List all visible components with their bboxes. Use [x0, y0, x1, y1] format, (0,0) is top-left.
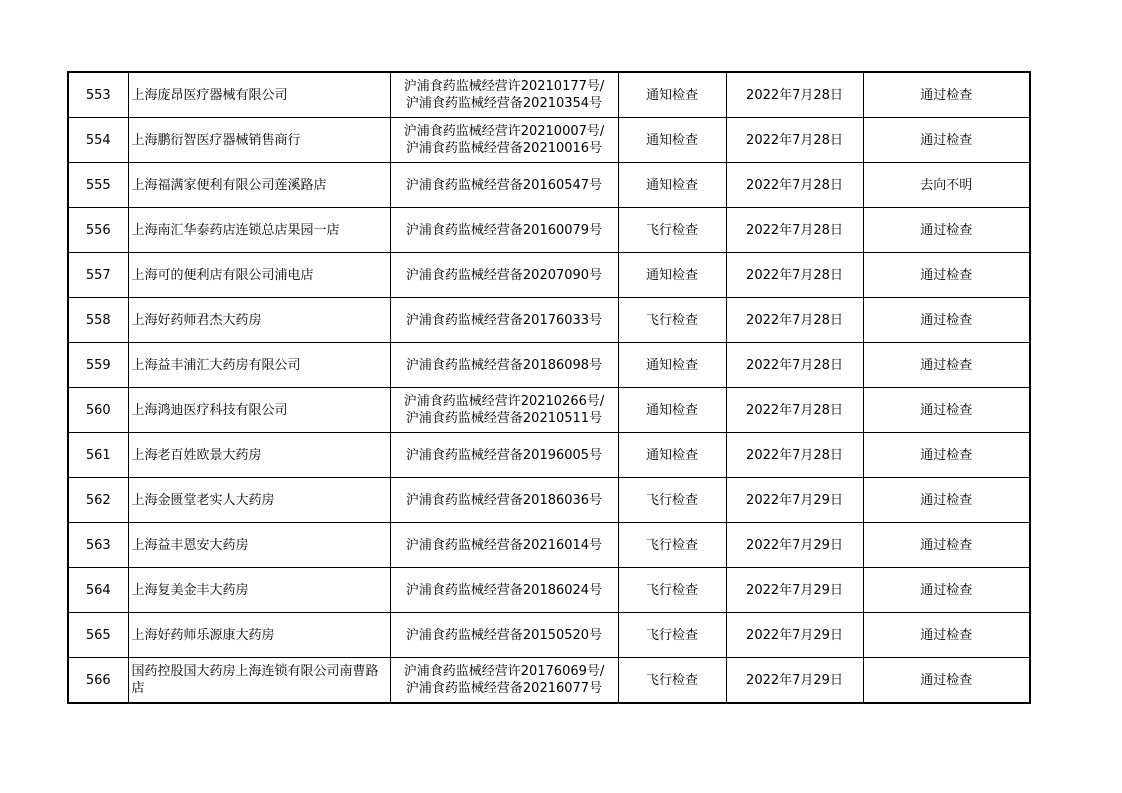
license-line: 沪浦食药监械经营许20210007号/	[403, 124, 605, 139]
table-body	[68, 72, 1030, 703]
table-row	[68, 163, 1030, 208]
record-number: 553	[68, 72, 128, 118]
inspection-type: 飞行检查	[618, 568, 726, 613]
license-number	[390, 613, 618, 658]
table-row	[68, 388, 1030, 433]
table-row	[68, 568, 1030, 613]
license-line: 沪浦食药监械经营备20150520号	[405, 627, 603, 643]
inspection-type: 通知检查	[618, 163, 726, 208]
company-name: 上海金匮堂老实人大药房	[128, 478, 390, 523]
inspection-date: 2022年7月28日	[726, 163, 863, 208]
inspection-date: 2022年7月29日	[726, 658, 863, 704]
company-name: 上海好药师乐源康大药房	[128, 613, 390, 658]
license-line: 沪浦食药监械经营备20160079号	[405, 222, 603, 238]
record-number: 565	[68, 613, 128, 658]
license-number	[390, 523, 618, 568]
license-number	[390, 388, 618, 433]
license-number	[390, 163, 618, 208]
table-row	[68, 433, 1030, 478]
inspection-date: 2022年7月28日	[726, 343, 863, 388]
table-row	[68, 298, 1030, 343]
license-line: 沪浦食药监械经营备20210511号	[405, 411, 603, 426]
license-line: 沪浦食药监械经营备20186036号	[405, 492, 603, 508]
record-number: 561	[68, 433, 128, 478]
license-number	[390, 343, 618, 388]
license-line: 沪浦食药监械经营备20216014号	[405, 537, 603, 553]
license-number	[390, 208, 618, 253]
inspection-result: 通过检查	[863, 118, 1030, 163]
company-name: 国药控股国大药房上海连锁有限公司南曹路店	[128, 658, 390, 704]
inspection-date: 2022年7月29日	[726, 568, 863, 613]
company-name: 上海鸿迪医疗科技有限公司	[128, 388, 390, 433]
inspection-date: 2022年7月28日	[726, 208, 863, 253]
inspection-result: 通过检查	[863, 478, 1030, 523]
record-number: 560	[68, 388, 128, 433]
company-name: 上海可的便利店有限公司浦电店	[128, 253, 390, 298]
inspection-type: 飞行检查	[618, 523, 726, 568]
inspection-result: 通过检查	[863, 523, 1030, 568]
license-number	[390, 253, 618, 298]
inspection-result: 通过检查	[863, 298, 1030, 343]
inspection-result: 通过检查	[863, 253, 1030, 298]
license-line: 沪浦食药监械经营备20207090号	[405, 267, 603, 283]
inspection-result: 通过检查	[863, 388, 1030, 433]
inspection-result: 通过检查	[863, 658, 1030, 704]
record-number: 562	[68, 478, 128, 523]
inspection-type: 通知检查	[618, 253, 726, 298]
license-number	[390, 658, 618, 704]
record-number: 554	[68, 118, 128, 163]
company-name: 上海庞昂医疗器械有限公司	[128, 72, 390, 118]
license-number	[390, 72, 618, 118]
license-number	[390, 433, 618, 478]
license-line: 沪浦食药监械经营备20186098号	[405, 357, 603, 373]
license-number	[390, 478, 618, 523]
license-number	[390, 568, 618, 613]
inspection-date: 2022年7月28日	[726, 433, 863, 478]
inspection-type: 飞行检查	[618, 613, 726, 658]
license-line: 沪浦食药监械经营备20196005号	[405, 447, 603, 463]
record-number: 564	[68, 568, 128, 613]
license-line: 沪浦食药监械经营许20210266号/	[403, 394, 605, 409]
company-name: 上海益丰恩安大药房	[128, 523, 390, 568]
inspection-result: 通过检查	[863, 613, 1030, 658]
inspection-result: 通过检查	[863, 208, 1030, 253]
inspection-result: 通过检查	[863, 433, 1030, 478]
company-name: 上海好药师君杰大药房	[128, 298, 390, 343]
inspection-result: 去向不明	[863, 163, 1030, 208]
inspection-result: 通过检查	[863, 568, 1030, 613]
record-number: 556	[68, 208, 128, 253]
inspection-date: 2022年7月28日	[726, 118, 863, 163]
inspection-table	[67, 71, 1031, 704]
table-row	[68, 208, 1030, 253]
company-name: 上海南汇华泰药店连锁总店果园一店	[128, 208, 390, 253]
inspection-result: 通过检查	[863, 343, 1030, 388]
table-row	[68, 613, 1030, 658]
table-row	[68, 253, 1030, 298]
record-number: 559	[68, 343, 128, 388]
license-line: 沪浦食药监械经营备20186024号	[405, 582, 603, 598]
record-number: 557	[68, 253, 128, 298]
record-number: 558	[68, 298, 128, 343]
license-line: 沪浦食药监械经营许20176069号/	[403, 664, 605, 679]
inspection-type: 飞行检查	[618, 478, 726, 523]
table-row	[68, 658, 1030, 704]
license-line: 沪浦食药监械经营备20160547号	[405, 177, 603, 193]
inspection-type: 通知检查	[618, 118, 726, 163]
inspection-date: 2022年7月29日	[726, 478, 863, 523]
license-line: 沪浦食药监械经营备20210016号	[405, 141, 603, 156]
license-line: 沪浦食药监械经营备20176033号	[405, 312, 603, 328]
company-name: 上海鹏衍智医疗器械销售商行	[128, 118, 390, 163]
inspection-type: 通知检查	[618, 343, 726, 388]
inspection-type: 飞行检查	[618, 658, 726, 704]
inspection-date: 2022年7月28日	[726, 298, 863, 343]
table-row	[68, 523, 1030, 568]
inspection-date: 2022年7月28日	[726, 253, 863, 298]
inspection-type: 通知检查	[618, 388, 726, 433]
inspection-date: 2022年7月29日	[726, 613, 863, 658]
inspection-type: 通知检查	[618, 433, 726, 478]
record-number: 555	[68, 163, 128, 208]
table-row	[68, 478, 1030, 523]
inspection-type: 通知检查	[618, 72, 726, 118]
inspection-date: 2022年7月28日	[726, 72, 863, 118]
company-name: 上海福满家便利有限公司莲溪路店	[128, 163, 390, 208]
company-name: 上海老百姓欧景大药房	[128, 433, 390, 478]
license-line: 沪浦食药监械经营备20216077号	[405, 681, 603, 696]
record-number: 563	[68, 523, 128, 568]
license-line: 沪浦食药监械经营备20210354号	[405, 96, 603, 111]
license-line: 沪浦食药监械经营许20210177号/	[403, 79, 605, 94]
inspection-date: 2022年7月29日	[726, 523, 863, 568]
license-number	[390, 118, 618, 163]
table-row	[68, 72, 1030, 118]
inspection-date: 2022年7月28日	[726, 388, 863, 433]
inspection-type: 飞行检查	[618, 208, 726, 253]
license-number	[390, 298, 618, 343]
company-name: 上海复美金丰大药房	[128, 568, 390, 613]
table-row	[68, 118, 1030, 163]
record-number: 566	[68, 658, 128, 704]
inspection-type: 飞行检查	[618, 298, 726, 343]
company-name: 上海益丰浦汇大药房有限公司	[128, 343, 390, 388]
table-row	[68, 343, 1030, 388]
inspection-result: 通过检查	[863, 72, 1030, 118]
